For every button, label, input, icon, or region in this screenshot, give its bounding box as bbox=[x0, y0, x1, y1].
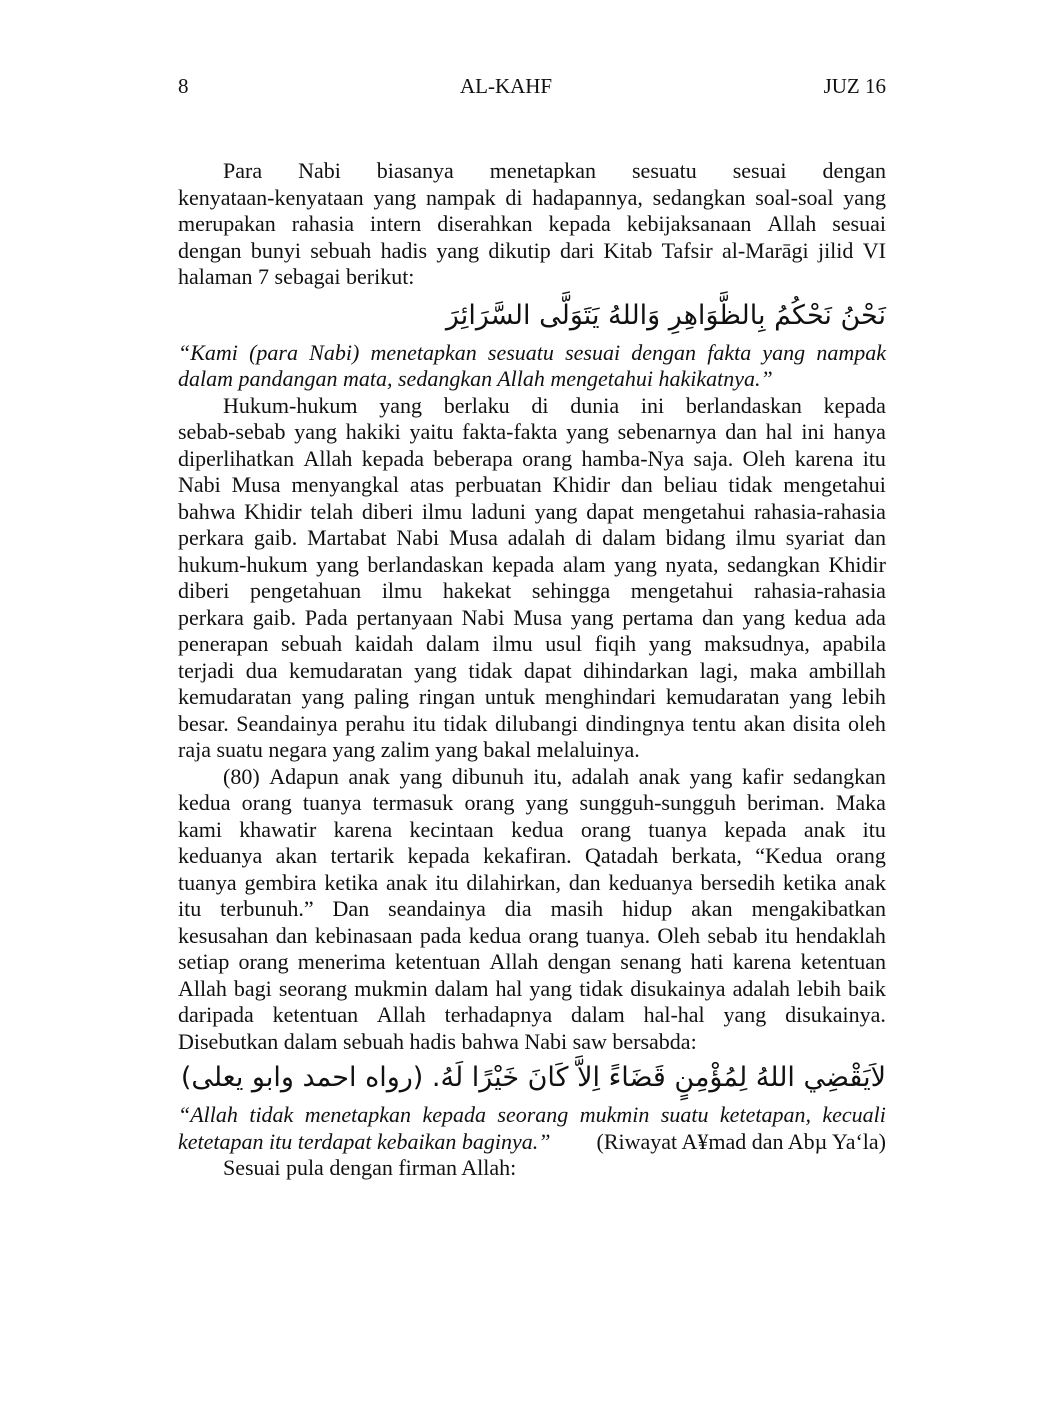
text-line: Hukum-hukum yang berlaku di dunia ini berlandaskan kepada bbox=[223, 392, 886, 418]
text-line: terjadi dua kemudaratan yang tidak dapat dihindarkan lagi, maka ambillah bbox=[178, 657, 886, 683]
text-line: sebab-sebab yang hakiki yaitu fakta-fakta yang sebenarnya dan hal ini hanya bbox=[178, 419, 886, 444]
paragraph-closing: Sesuai pula dengan firman Allah: bbox=[223, 1155, 517, 1180]
text-line bbox=[178, 1129, 886, 1156]
text-line: tuanya gembira ketika anak itu dilahirkan, dan keduanya bersedih ketika anak bbox=[178, 869, 886, 895]
text-line: kesusahan dan kebinasaan pada kedua orang tuanya. Oleh sebab itu hendaklah bbox=[178, 922, 886, 948]
text-line: bahwa Khidir telah diberi ilmu laduni yang dapat mengetahui rahasia-rahasia bbox=[178, 498, 886, 524]
text-line: daripada ketentuan Allah terhadapnya dalam hal-hal yang disukainya. bbox=[178, 1002, 886, 1027]
text-line: setiap orang menerima ketentuan Allah dengan senang hati karena ketentuan bbox=[178, 949, 886, 974]
text-line: dalam pandangan mata, sedangkan Allah mengetahui hakikatnya.” bbox=[178, 366, 773, 391]
text-line: kenyataan-kenyataan yang nampak di hadapannya, sedangkan soal-soal yang bbox=[178, 184, 886, 210]
text-line: itu terbunuh.” Dan seandainya dia masih hidup akan mengakibatkan bbox=[178, 896, 886, 921]
page-header bbox=[178, 74, 886, 99]
paragraph-verse-80 bbox=[178, 764, 886, 1056]
page-body bbox=[178, 158, 886, 1182]
hadith-translation-2 bbox=[178, 1102, 886, 1155]
text-line: raja suatu negara yang zalim yang bakal melaluinya. bbox=[178, 737, 640, 762]
text-line: halaman 7 sebagai berikut: bbox=[178, 264, 415, 289]
text-line: Nabi Musa menyangkal atas perbuatan Khidir dan beliau tidak mengetahui bbox=[178, 472, 886, 497]
text-line: Para Nabi biasanya menetapkan sesuatu sesuai dengan bbox=[223, 158, 886, 183]
text-line: kemudaratan yang paling ringan untuk menghindari kemudaratan yang lebih bbox=[178, 684, 886, 709]
text-line: diperlihatkan Allah kepada beberapa orang hamba-Nya saja. Oleh karena itu bbox=[178, 445, 886, 471]
text-line: “Kami (para Nabi) menetapkan sesuatu sesuai dengan fakta yang nampak bbox=[178, 339, 886, 365]
text-line: perkara gaib. Martabat Nabi Musa adalah di dalam bidang ilmu syariat dan bbox=[178, 525, 886, 550]
text-line: keduanya akan tertarik kepada kekafiran. Qatadah berkata, “Kedua orang bbox=[178, 843, 886, 868]
text-line: Disebutkan dalam sebuah hadis bahwa Nabi saw bersabda: bbox=[178, 1028, 697, 1054]
text-line: (80) Adapun anak yang dibunuh itu, adalah anak yang kafir sedangkan bbox=[223, 763, 886, 789]
text-line: kedua orang tuanya termasuk orang yang sungguh-sungguh beriman. Maka bbox=[178, 790, 886, 815]
text-line: dengan bunyi sebuah hadis yang dikutip dari Kitab Tafsir al-Marāgi jilid VI bbox=[178, 237, 886, 263]
text-line: Allah bagi seorang mukmin dalam hal yang tidak disukainya adalah lebih baik bbox=[178, 975, 886, 1001]
text-line: “Allah tidak menetapkan kepada seorang mukmin suatu ketetapan, kecuali bbox=[178, 1102, 886, 1127]
text-line: hukum-hukum yang berlandaskan kepada alam yang nyata, sedangkan Khidir bbox=[178, 551, 886, 577]
arabic-hadith-2: لاَيَقْضِي اللهُ لِمُؤْمِنٍ قَضَاءً اِلاَّ كَانَ خَيْرًا لَهُ. (رواه احمد وابو يعلى) bbox=[180, 1062, 886, 1093]
juz-label: JUZ 16 bbox=[823, 74, 886, 98]
paragraph-hukum bbox=[178, 393, 886, 764]
text-line: merupakan rahasia intern diserahkan kepada kebijaksanaan Allah sesuai bbox=[178, 211, 886, 236]
text-line: penerapan sebuah kaidah dalam ilmu usul fiqih yang maksudnya, apabila bbox=[178, 631, 886, 656]
translation-end: ketetapan itu terdapat kebaikan baginya.” bbox=[178, 1128, 551, 1154]
paragraph-intro bbox=[178, 158, 886, 291]
page-number: 8 bbox=[178, 74, 189, 98]
running-title: AL-KAHF bbox=[459, 74, 553, 98]
text-line: besar. Seandainya perahu itu tidak dilubangi dindingnya tentu akan disita oleh bbox=[178, 710, 886, 736]
arabic-hadith-1: نَحْنُ نَحْكُمُ بِالظَّوَاهِرِ وَاللهُ يَتَوَلَّى السَّرَائِرَ bbox=[445, 299, 886, 331]
text-line: kami khawatir karena kecintaan kedua orang tuanya kepada anak itu bbox=[178, 816, 886, 842]
citation: (Riwayat A¥mad dan Abµ Ya‘la) bbox=[596, 1128, 886, 1154]
hadith-translation-1 bbox=[178, 340, 886, 393]
text-line: perkara gaib. Pada pertanyaan Nabi Musa yang pertama dan yang kedua ada bbox=[178, 604, 886, 630]
text-line: diberi pengetahuan ilmu hakekat sehingga mengetahui rahasia-rahasia bbox=[178, 578, 886, 603]
